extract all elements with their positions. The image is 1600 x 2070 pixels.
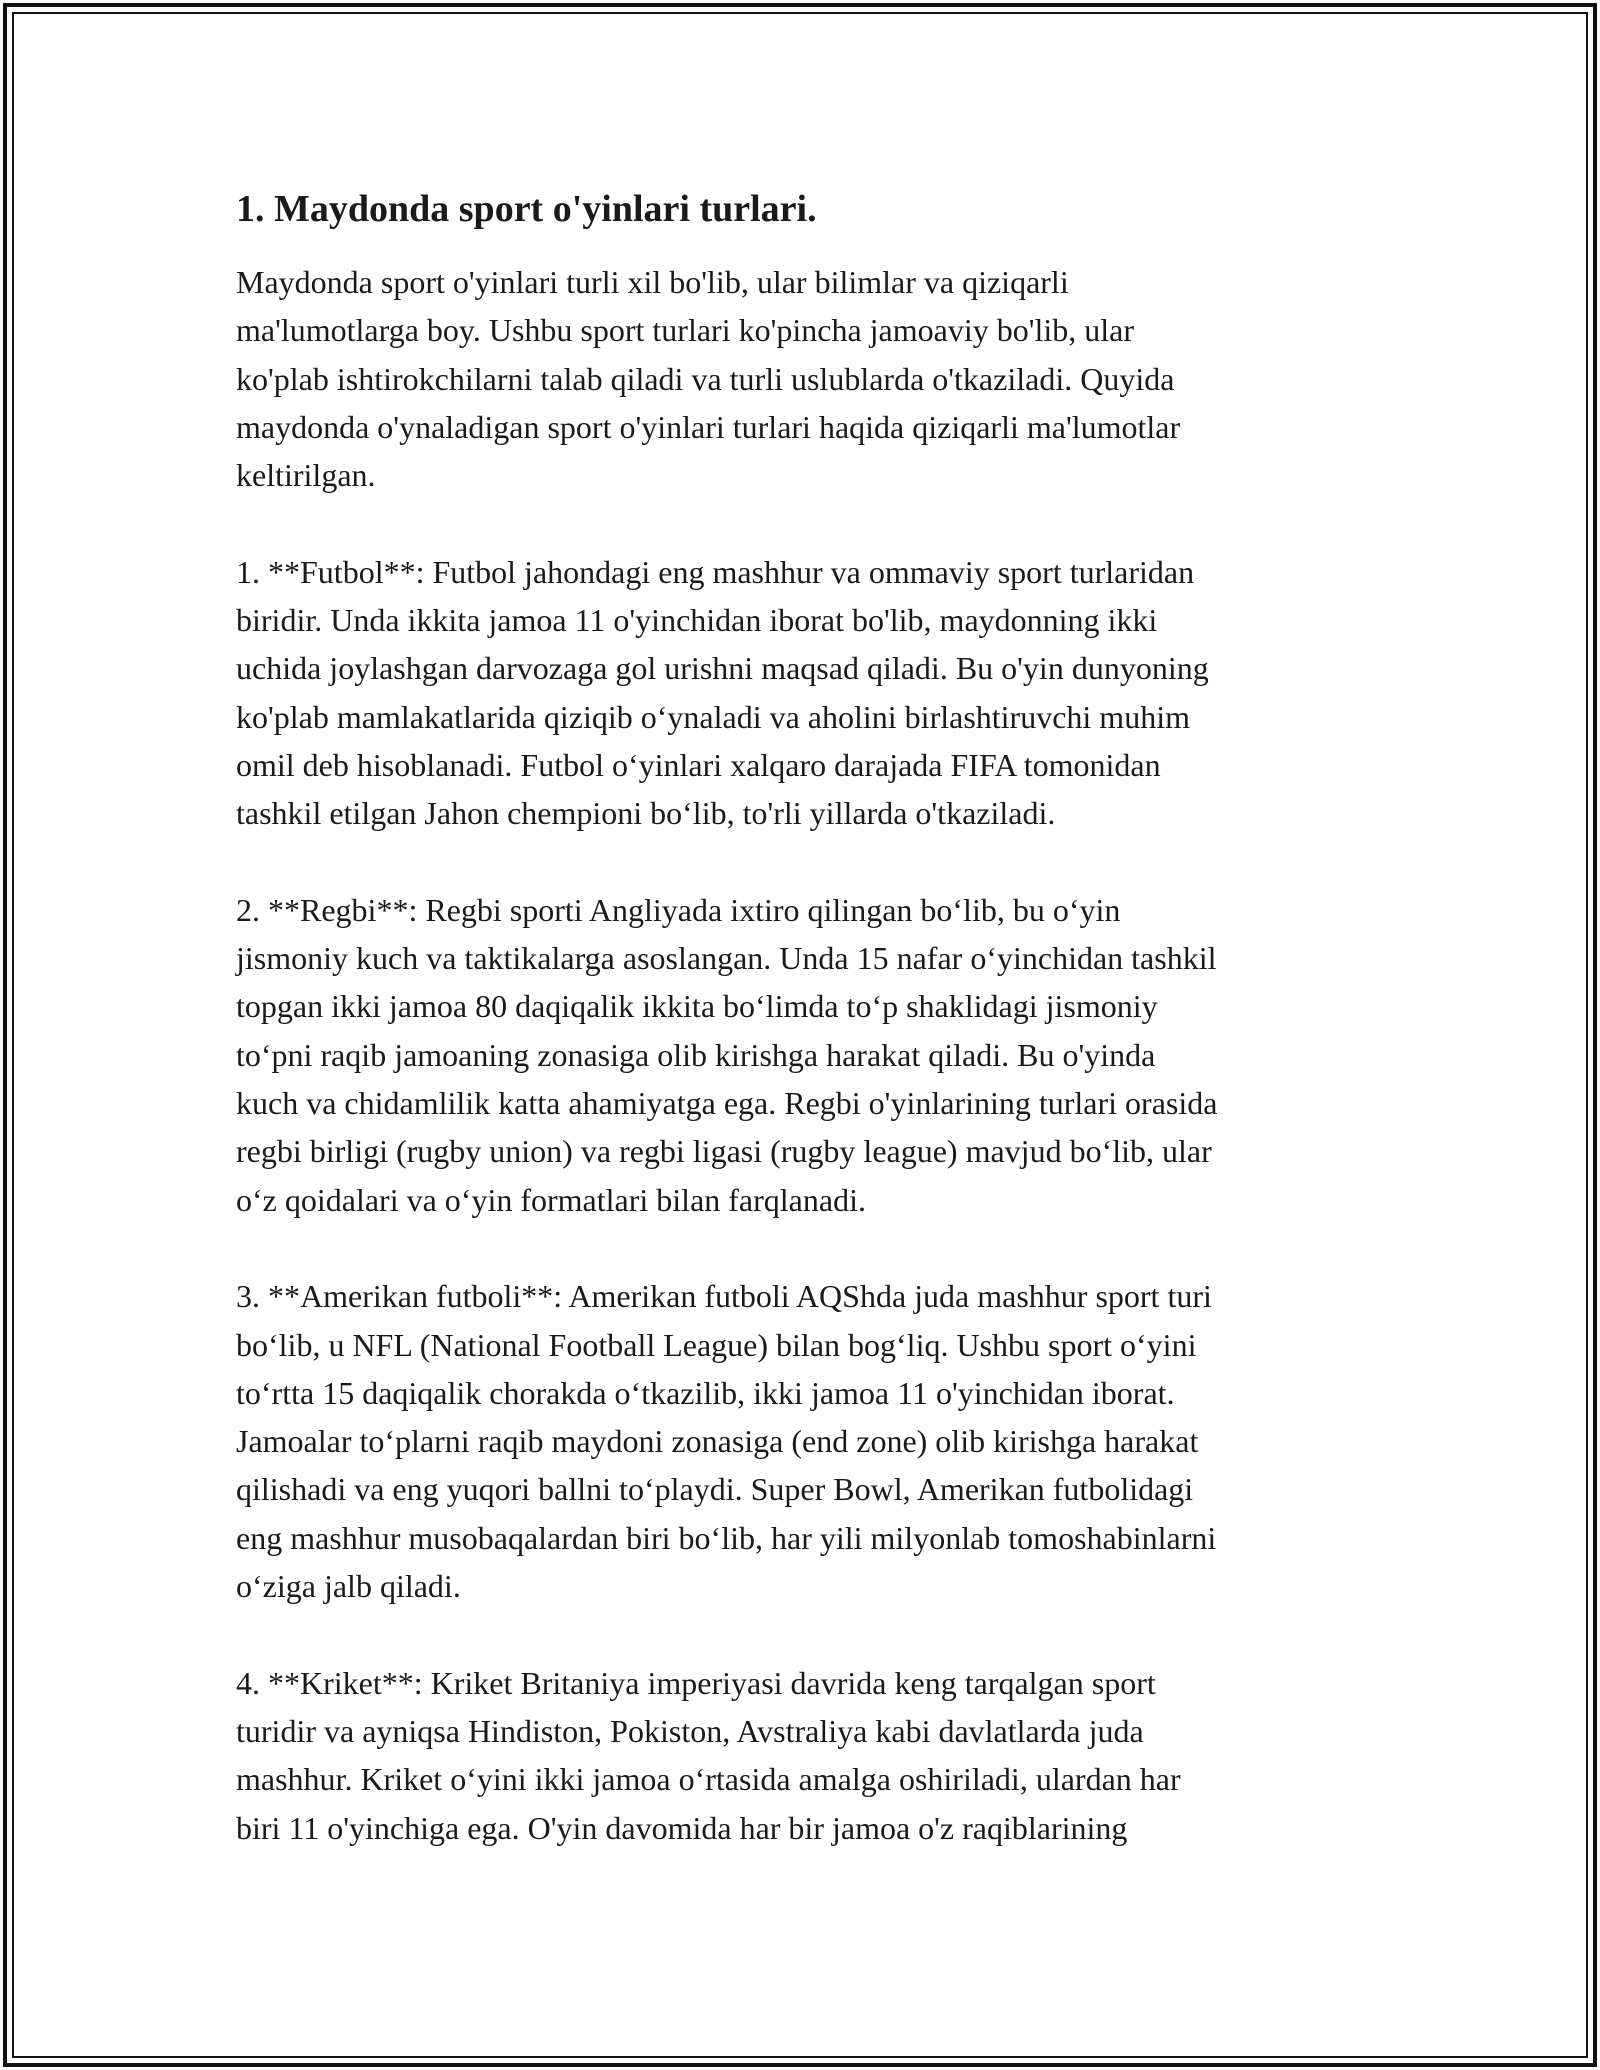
text-line: maydonda o'ynaladigan sport o'yinlari turlari haqida qiziqarli ma'lumotlar <box>236 408 1181 445</box>
text-line: kuch va chidamlilik katta ahamiyatga ega. Regbi o'yinlarining turlari orasida <box>236 1085 1218 1122</box>
text-line: ko'plab mamlakatlarida qiziqib oʻynaladi va aholini birlashtiruvchi muhim <box>236 698 1190 735</box>
document-body <box>236 186 1366 1900</box>
text-line: 3. **Amerikan futboli**: Amerikan futboli AQShda juda mashhur sport turi <box>236 1278 1212 1315</box>
text-line: toʻrtta 15 daqiqalik chorakda oʻtkazilib, ikki jamoa 11 o'yinchidan iborat. <box>236 1374 1175 1411</box>
text-line: 4. **Kriket**: Kriket Britaniya imperiyasi davrida keng tarqalgan sport <box>236 1664 1156 1701</box>
text-line: ma'lumotlarga boy. Ushbu sport turlari ko'pincha jamoaviy bo'lib, ular <box>236 312 1135 349</box>
text-line: qilishadi va eng yuqori ballni toʻplaydi. Super Bowl, Amerikan futbolidagi <box>236 1471 1194 1508</box>
text-line: eng mashhur musobaqalardan biri boʻlib, har yili milyonlab tomoshabinlarni <box>236 1519 1217 1556</box>
football-paragraph <box>236 548 1366 838</box>
text-line: jismoniy kuch va taktikalarga asoslangan. Unda 15 nafar oʻyinchidan tashkil <box>236 940 1217 977</box>
rugby-paragraph <box>236 886 1366 1224</box>
text-line: 2. **Regbi**: Regbi sporti Angliyada ixtiro qilingan boʻlib, bu oʻyin <box>236 891 1121 928</box>
text-line: uchida joylashgan darvozaga gol urishni maqsad qiladi. Bu o'yin dunyoning <box>236 650 1209 687</box>
text-line: oʻz qoidalari va oʻyin formatlari bilan farqlanadi. <box>236 1181 866 1218</box>
text-line: 1. **Futbol**: Futbol jahondagi eng mashhur va ommaviy sport turlaridan <box>236 553 1195 590</box>
text-line: omil deb hisoblanadi. Futbol oʻyinlari xalqaro darajada FIFA tomonidan <box>236 746 1161 783</box>
intro-paragraph <box>236 258 1366 499</box>
text-line: turidir va ayniqsa Hindiston, Pokiston, Avstraliya kabi davlatlarda juda <box>236 1712 1144 1749</box>
cricket-paragraph <box>236 1659 1366 1852</box>
text-line: Jamoalar toʻplarni raqib maydoni zonasiga (end zone) olib kirishga harakat <box>236 1423 1199 1460</box>
text-line: topgan ikki jamoa 80 daqiqalik ikkita boʻlimda toʻp shaklidagi jismoniy <box>236 988 1158 1025</box>
text-line: keltirilgan. <box>236 457 376 494</box>
text-line: regbi birligi (rugby union) va regbi ligasi (rugby league) mavjud boʻlib, ular <box>236 1133 1212 1170</box>
text-line: oʻziga jalb qiladi. <box>236 1568 461 1605</box>
text-line: biridir. Unda ikkita jamoa 11 o'yinchidan iborat bo'lib, maydonning ikki <box>236 602 1158 639</box>
text-line: mashhur. Kriket oʻyini ikki jamoa oʻrtasida amalga oshiriladi, ulardan har <box>236 1761 1181 1798</box>
text-line: boʻlib, u NFL (National Football League) bilan bogʻliq. Ushbu sport oʻyini <box>236 1326 1197 1363</box>
text-line: ko'plab ishtirokchilarni talab qiladi va turli uslublarda o'tkaziladi. Quyida <box>236 360 1175 397</box>
text-line: biri 11 o'yinchiga ega. O'yin davomida har bir jamoa o'z raqiblarining <box>236 1809 1128 1846</box>
american-football-paragraph <box>236 1272 1366 1610</box>
text-line: toʻpni raqib jamoaning zonasiga olib kirishga harakat qiladi. Bu o'yinda <box>236 1036 1156 1073</box>
text-line: tashkil etilgan Jahon chempioni boʻlib, to'rli yillarda o'tkaziladi. <box>236 795 1056 832</box>
text-line: Maydonda sport o'yinlari turli xil bo'lib, ular bilimlar va qiziqarli <box>236 264 1069 300</box>
section-heading: 1. Maydonda sport o'yinlari turlari. <box>236 188 817 230</box>
